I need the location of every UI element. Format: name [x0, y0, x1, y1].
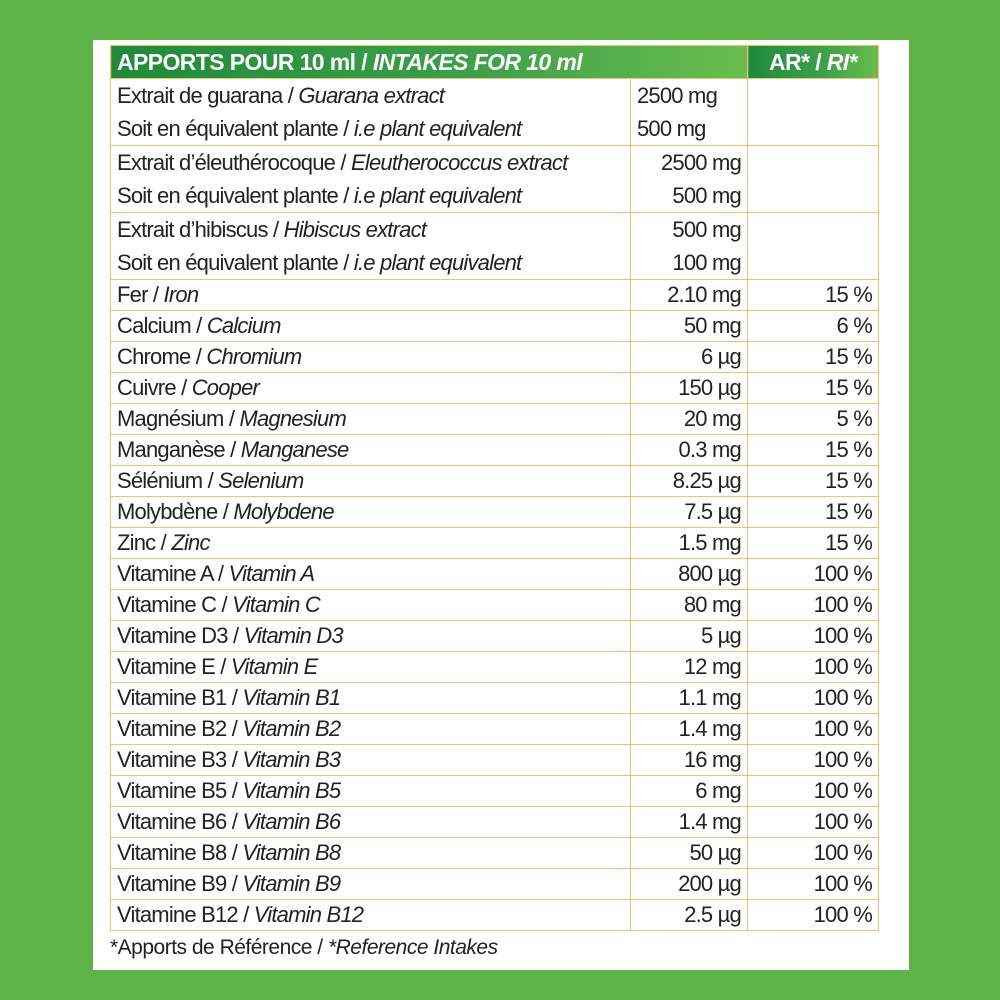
- nutrient-name-en: Magnesium: [239, 406, 346, 431]
- nutrient-name: [111, 683, 631, 714]
- nutrient-name: [111, 652, 631, 683]
- nutrient-name-fr: Vitamine E /: [117, 654, 231, 679]
- ingredient-name-cell: [111, 79, 631, 146]
- nutrient-name-en: Chromium: [206, 344, 302, 369]
- nutrient-name: [111, 466, 631, 497]
- ingredient-amount-cell: [631, 79, 748, 146]
- nutrient-row: [111, 559, 879, 590]
- nutrient-row: [111, 590, 879, 621]
- ingredient-equivalent-en: i.e plant equivalent: [353, 116, 522, 141]
- nutrient-name-en: Vitamin D3: [243, 623, 343, 648]
- nutrient-amount: 1.1 mg: [631, 683, 748, 714]
- nutrient-name-fr: Vitamine A /: [117, 561, 229, 586]
- nutrient-amount: 0.3 mg: [631, 435, 748, 466]
- nutrient-name-fr: Fer /: [117, 282, 164, 307]
- ingredient-ri-cell: [748, 146, 879, 213]
- ingredient-row: [111, 146, 879, 213]
- nutrient-name: [111, 497, 631, 528]
- nutrient-amount: 2.10 mg: [631, 280, 748, 311]
- nutrient-row: [111, 900, 879, 931]
- nutrient-amount: 8.25 µg: [631, 466, 748, 497]
- nutrient-name-en: Vitamin B6: [242, 809, 341, 834]
- nutrient-name-en: Vitamin B5: [242, 778, 341, 803]
- table-header-row: [111, 46, 879, 79]
- nutrient-name-en: Cooper: [191, 375, 260, 400]
- nutrient-name-fr: Vitamine D3 /: [117, 623, 244, 648]
- nutrient-amount: 1.4 mg: [631, 714, 748, 745]
- nutrient-name: [111, 311, 631, 342]
- nutrient-ri: 100 %: [748, 652, 879, 683]
- nutrition-panel: [93, 40, 909, 970]
- footnote: [110, 936, 498, 960]
- nutrient-row: [111, 404, 879, 435]
- nutrient-amount: 150 µg: [631, 373, 748, 404]
- nutrient-name-fr: Cuivre /: [117, 375, 192, 400]
- nutrient-row: [111, 776, 879, 807]
- nutrient-name: [111, 621, 631, 652]
- nutrient-amount: 20 mg: [631, 404, 748, 435]
- nutrient-name-en: Vitamin E: [230, 654, 318, 679]
- nutrient-name-en: Manganese: [240, 437, 349, 462]
- ingredient-equivalent-fr: Soit en équivalent plante /: [117, 116, 354, 141]
- ingredient-amount: 2500 mg: [660, 150, 741, 175]
- nutrient-row: [111, 311, 879, 342]
- nutrient-name: [111, 714, 631, 745]
- nutrient-row: [111, 714, 879, 745]
- nutrient-name-fr: Vitamine B5 /: [117, 778, 243, 803]
- nutrient-name-fr: Chrome /: [117, 344, 207, 369]
- nutrient-ri: 5 %: [748, 404, 879, 435]
- table-body: [111, 79, 879, 931]
- nutrient-name-fr: Vitamine C /: [117, 592, 233, 617]
- table-title-en: INTAKES FOR 10 ml: [372, 48, 582, 75]
- ri-header-fr: AR* /: [769, 48, 827, 75]
- nutrient-ri: 15 %: [748, 342, 879, 373]
- nutrient-ri: 15 %: [748, 435, 879, 466]
- ingredient-equivalent-amount: 500 mg: [637, 116, 706, 141]
- nutrient-amount: 6 mg: [631, 776, 748, 807]
- ri-header: [748, 46, 879, 79]
- nutrient-name-fr: Vitamine B8 /: [117, 840, 243, 865]
- nutrient-name-en: Selenium: [218, 468, 304, 493]
- nutrient-row: [111, 683, 879, 714]
- nutrient-name-en: Vitamin B8: [242, 840, 341, 865]
- nutrient-name-en: Vitamin A: [228, 561, 315, 586]
- nutrient-ri: 15 %: [748, 280, 879, 311]
- ingredient-equivalent-en: i.e plant equivalent: [353, 250, 522, 275]
- nutrient-amount: 12 mg: [631, 652, 748, 683]
- ingredient-name: [117, 146, 624, 179]
- nutrient-amount: 7.5 µg: [631, 497, 748, 528]
- nutrient-name-fr: Vitamine B1 /: [117, 685, 243, 710]
- nutrient-name-fr: Manganèse /: [117, 437, 241, 462]
- nutrient-amount: 6 µg: [631, 342, 748, 373]
- nutrient-ri: 15 %: [748, 373, 879, 404]
- nutrient-row: [111, 838, 879, 869]
- nutrient-amount: 200 µg: [631, 869, 748, 900]
- nutrient-ri: 100 %: [748, 776, 879, 807]
- nutrient-name-en: Vitamin B9: [242, 871, 341, 896]
- nutrient-amount: 16 mg: [631, 745, 748, 776]
- ingredient-equivalent-fr: Soit en équivalent plante /: [117, 250, 354, 275]
- ingredient-name-cell: [111, 146, 631, 213]
- nutrient-amount: 5 µg: [631, 621, 748, 652]
- nutrient-name-fr: Vitamine B12 /: [117, 902, 254, 927]
- nutrient-ri: 15 %: [748, 497, 879, 528]
- nutrient-name-en: Molybdene: [233, 499, 334, 524]
- nutrient-name-fr: Vitamine B3 /: [117, 747, 243, 772]
- nutrient-name: [111, 435, 631, 466]
- ingredient-amount-cell: [631, 146, 748, 213]
- nutrient-name-en: Vitamin B3: [242, 747, 341, 772]
- nutrient-name-en: Zinc: [171, 530, 210, 555]
- ri-header-en: RI*: [826, 48, 857, 75]
- nutrient-ri: 100 %: [748, 869, 879, 900]
- nutrient-name-fr: Molybdène /: [117, 499, 234, 524]
- nutrient-row: [111, 466, 879, 497]
- footnote-en: *Reference Intakes: [327, 936, 498, 959]
- table-title-fr: APPORTS POUR 10 ml /: [117, 48, 373, 75]
- ingredient-ri-cell: [748, 79, 879, 146]
- nutrient-amount: 1.4 mg: [631, 807, 748, 838]
- nutrient-name-en: Vitamin B2: [242, 716, 341, 741]
- nutrient-row: [111, 652, 879, 683]
- nutrient-row: [111, 528, 879, 559]
- nutrient-name-fr: Vitamine B2 /: [117, 716, 243, 741]
- ingredient-ri-cell: [748, 213, 879, 280]
- ingredient-name-en: Eleutherococcus extract: [351, 150, 568, 175]
- nutrient-ri: 15 %: [748, 528, 879, 559]
- nutrient-ri: 100 %: [748, 559, 879, 590]
- nutrient-name-fr: Sélénium /: [117, 468, 219, 493]
- nutrient-name-fr: Calcium /: [117, 313, 207, 338]
- nutrient-name: [111, 900, 631, 931]
- nutrient-name: [111, 559, 631, 590]
- ingredient-name-en: Guarana extract: [298, 83, 445, 108]
- nutrient-name: [111, 528, 631, 559]
- ingredient-equivalent-en: i.e plant equivalent: [353, 183, 522, 208]
- nutrient-name: [111, 280, 631, 311]
- ingredient-name-fr: Extrait d’hibiscus /: [117, 217, 284, 242]
- nutrient-name-fr: Magnésium /: [117, 406, 240, 431]
- nutrient-row: [111, 807, 879, 838]
- nutrient-ri: 15 %: [748, 466, 879, 497]
- nutrient-name-en: Iron: [163, 282, 199, 307]
- nutrient-name-en: Calcium: [206, 313, 281, 338]
- nutrient-amount: 1.5 mg: [631, 528, 748, 559]
- ingredient-name-fr: Extrait d’éleuthérocoque /: [117, 150, 351, 175]
- ingredient-row: [111, 79, 879, 146]
- nutrient-amount: 800 µg: [631, 559, 748, 590]
- nutrient-amount: 2.5 µg: [631, 900, 748, 931]
- nutrient-name: [111, 869, 631, 900]
- nutrient-name: [111, 807, 631, 838]
- ingredient-equivalent: [117, 246, 624, 279]
- table-title: [111, 46, 748, 79]
- ingredient-equivalent: [117, 179, 624, 212]
- ingredient-name-fr: Extrait de guarana /: [117, 83, 299, 108]
- ingredient-equivalent-fr: Soit en équivalent plante /: [117, 183, 354, 208]
- ingredient-amount-cell: [631, 213, 748, 280]
- ingredient-name-en: Hibiscus extract: [283, 217, 427, 242]
- nutrient-row: [111, 621, 879, 652]
- nutrition-table: [110, 45, 879, 931]
- ingredient-name: [117, 213, 624, 246]
- ingredient-name-cell: [111, 213, 631, 280]
- nutrient-name-fr: Vitamine B9 /: [117, 871, 243, 896]
- nutrient-name: [111, 776, 631, 807]
- nutrient-name: [111, 838, 631, 869]
- nutrient-ri: 6 %: [748, 311, 879, 342]
- nutrient-name-fr: Vitamine B6 /: [117, 809, 243, 834]
- ingredient-amount: 500 mg: [672, 217, 741, 242]
- nutrient-ri: 100 %: [748, 683, 879, 714]
- nutrient-name: [111, 373, 631, 404]
- nutrient-name: [111, 745, 631, 776]
- ingredient-equivalent: [117, 112, 624, 145]
- nutrient-row: [111, 342, 879, 373]
- nutrient-row: [111, 497, 879, 528]
- nutrient-amount: 50 µg: [631, 838, 748, 869]
- ingredient-equivalent-amount: 100 mg: [672, 250, 741, 275]
- nutrient-name: [111, 590, 631, 621]
- nutrient-row: [111, 435, 879, 466]
- nutrient-name-fr: Zinc /: [117, 530, 172, 555]
- nutrient-ri: 100 %: [748, 807, 879, 838]
- nutrient-ri: 100 %: [748, 900, 879, 931]
- ingredient-name: [117, 79, 624, 112]
- nutrient-row: [111, 373, 879, 404]
- nutrient-name: [111, 404, 631, 435]
- footnote-fr: *Apports de Référence /: [110, 936, 328, 959]
- nutrient-ri: 100 %: [748, 714, 879, 745]
- nutrient-amount: 80 mg: [631, 590, 748, 621]
- nutrient-row: [111, 869, 879, 900]
- nutrient-name: [111, 342, 631, 373]
- nutrient-row: [111, 280, 879, 311]
- nutrient-ri: 100 %: [748, 621, 879, 652]
- ingredient-amount: 2500 mg: [637, 83, 718, 108]
- nutrient-row: [111, 745, 879, 776]
- nutrient-ri: 100 %: [748, 745, 879, 776]
- nutrient-amount: 50 mg: [631, 311, 748, 342]
- ingredient-row: [111, 213, 879, 280]
- nutrient-ri: 100 %: [748, 838, 879, 869]
- nutrient-ri: 100 %: [748, 590, 879, 621]
- nutrient-name-en: Vitamin B12: [253, 902, 364, 927]
- ingredient-equivalent-amount: 500 mg: [672, 183, 741, 208]
- nutrient-name-en: Vitamin C: [232, 592, 320, 617]
- nutrient-name-en: Vitamin B1: [242, 685, 341, 710]
